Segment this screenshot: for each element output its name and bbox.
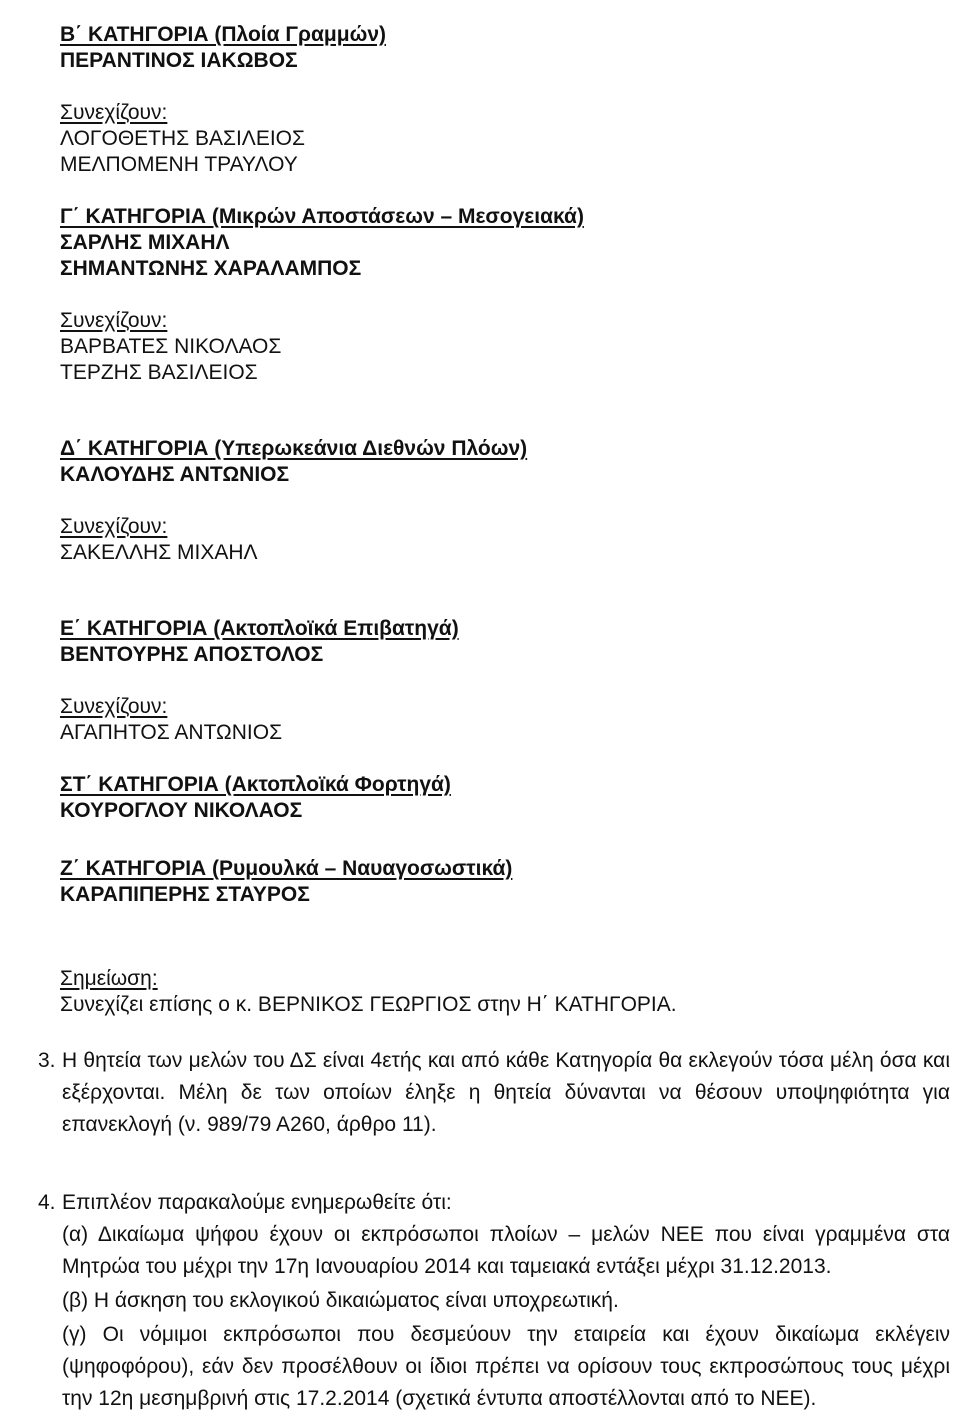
item-4-point-a: (α) Δικαίωμα ψήφου έχουν οι εκπρόσωποι πλοίων – μελών ΝΕΕ που είναι γραμμένα στα Μητρώα του μέχρι την 17η Ιανουαρίου 2014 και ταμειακά εντάξει μέχρι 31.12.2013. (62, 1223, 950, 1278)
note-text: Συνεχίζει επίσης ο κ. ΒΕΡΝΙΚΟΣ ΓΕΩΡΓΙΟΣ στην Η΄ ΚΑΤΗΓΟΡΙΑ. (60, 993, 677, 1016)
category-b-heading: Β΄ ΚΑΤΗΓΟΡΙΑ (Πλοία Γραμμών) (60, 23, 386, 46)
category-e-continuing-1: ΑΓΑΠΗΤΟΣ ΑΝΤΩΝΙΟΣ (60, 721, 283, 744)
category-c-heading: Γ΄ ΚΑΤΗΓΟΡΙΑ (Μικρών Αποστάσεων – Μεσογειακά) (60, 205, 584, 228)
category-d-continuing-label: Συνεχίζουν: (60, 515, 168, 538)
category-c-elected-2: ΣΗΜΑΝΤΩΝΗΣ ΧΑΡΑΛΑΜΠΟΣ (60, 257, 362, 280)
note-label: Σημείωση: (60, 967, 158, 990)
category-d-heading: Δ΄ ΚΑΤΗΓΟΡΙΑ (Υπερωκεάνια Διεθνών Πλόων) (60, 437, 528, 460)
item-3-text: Η θητεία των μελών του ΔΣ είναι 4ετής και από κάθε Κατηγορία θα εκλεγούν τόσα μέλη όσα και εξέρχονται. Μέλη δε των οποίων έληξε η θητεία δύνανται να θέσουν υποψηφιότητα για επανεκλογή (ν. 989/79 Α260, άρθρο 11). (62, 1049, 950, 1136)
category-st-heading: ΣΤ΄ ΚΑΤΗΓΟΡΙΑ (Ακτοπλοϊκά Φορτηγά) (60, 773, 451, 796)
category-c-continuing-2: ΤΕΡΖΗΣ ΒΑΣΙΛΕΙΟΣ (60, 361, 258, 384)
category-b-continuing-label: Συνεχίζουν: (60, 101, 168, 124)
item-4-point-b: (β) Η άσκηση του εκλογικού δικαιώματος είναι υποχρεωτική. (62, 1289, 619, 1312)
category-c-elected-1: ΣΑΡΛΗΣ ΜΙΧΑΗΛ (60, 231, 230, 254)
category-z-elected-1: ΚΑΡΑΠΙΠΕΡΗΣ ΣΤΑΥΡΟΣ (60, 883, 310, 906)
category-c-continuing-1: ΒΑΡΒΑΤΕΣ ΝΙΚΟΛΑΟΣ (60, 335, 282, 358)
item-4-point-c: (γ) Οι νόμιμοι εκπρόσωποι που δεσμεύουν την εταιρεία και έχουν δικαίωμα εκλέγειν (ψηφοφόρου), εάν δεν προσέλθουν οι ίδιοι πρέπει να ορίσουν τους εκπροσώπους τους μέχρι την 12η μεσημβρινή στις 17.2.2014 (σχετικά έντυπα αποστέλλονται από το ΝΕΕ). (62, 1323, 950, 1410)
item-4-intro: Επιπλέον παρακαλούμε ενημερωθείτε ότι: (62, 1191, 452, 1214)
category-b-elected-1: ΠΕΡΑΝΤΙΝΟΣ ΙΑΚΩΒΟΣ (60, 49, 298, 72)
category-e-elected-1: ΒΕΝΤΟΥΡΗΣ ΑΠΟΣΤΟΛΟΣ (60, 643, 324, 666)
category-d-elected-1: ΚΑΛΟΥΔΗΣ ΑΝΤΩΝΙΟΣ (60, 463, 290, 486)
item-4-number: 4. (38, 1191, 56, 1214)
category-st-elected-1: ΚΟΥΡΟΓΛΟΥ ΝΙΚΟΛΑΟΣ (60, 799, 303, 822)
category-b-continuing-1: ΛΟΓΟΘΕΤΗΣ ΒΑΣΙΛΕΙΟΣ (60, 127, 305, 150)
category-d-continuing-1: ΣΑΚΕΛΛΗΣ ΜΙΧΑΗΛ (60, 541, 258, 564)
category-c-continuing-label: Συνεχίζουν: (60, 309, 168, 332)
category-e-continuing-label: Συνεχίζουν: (60, 695, 168, 718)
category-e-heading: Ε΄ ΚΑΤΗΓΟΡΙΑ (Ακτοπλοϊκά Επιβατηγά) (60, 617, 459, 640)
item-3-number: 3. (38, 1049, 56, 1072)
category-z-heading: Ζ΄ ΚΑΤΗΓΟΡΙΑ (Ρυμουλκά – Ναυαγοσωστικά) (60, 857, 513, 880)
category-b-continuing-2: ΜΕΛΠΟΜΕΝΗ ΤΡΑΥΛΟΥ (60, 153, 298, 176)
